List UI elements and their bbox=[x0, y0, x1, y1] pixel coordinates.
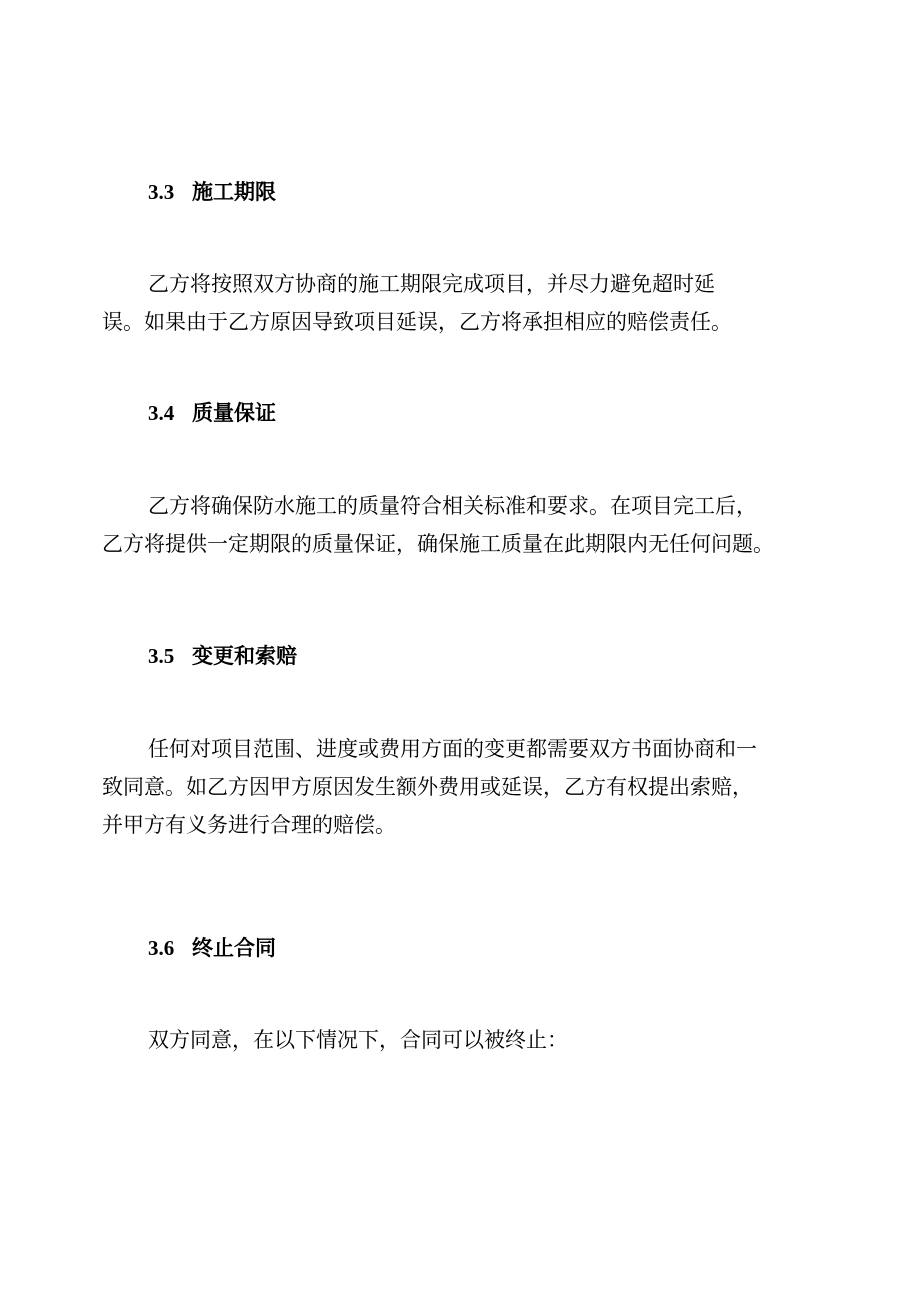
paragraph-line: 乙方将确保防水施工的质量符合相关标准和要求。在项目完工后， bbox=[148, 494, 757, 518]
paragraph-line: 致同意。如乙方因甲方原因发生额外费用或延误，乙方有权提出索赔， bbox=[102, 775, 753, 799]
section-number: 3.3 bbox=[148, 180, 175, 204]
paragraph-line: 并甲方有义务进行合理的赔偿。 bbox=[102, 813, 396, 837]
paragraph-line: 任何对项目范围、进度或费用方面的变更都需要双方书面协商和一 bbox=[148, 737, 757, 761]
section-number: 3.4 bbox=[148, 401, 175, 425]
section-number: 3.6 bbox=[148, 936, 175, 960]
section-heading-3-3 bbox=[148, 180, 276, 204]
section-paragraph-3-3 bbox=[102, 265, 822, 341]
section-heading-3-4 bbox=[148, 401, 276, 425]
paragraph-line: 乙方将提供一定期限的质量保证，确保施工质量在此期限内无任何问题。 bbox=[102, 532, 774, 556]
section-title: 变更和索赔 bbox=[192, 643, 297, 668]
paragraph-line: 乙方将按照双方协商的施工期限完成项目，并尽力避免超时延 bbox=[148, 272, 715, 296]
section-paragraph-3-4 bbox=[102, 487, 822, 563]
section-title: 质量保证 bbox=[192, 400, 276, 425]
section-paragraph-3-5 bbox=[102, 730, 822, 844]
paragraph-line: 误。如果由于乙方原因导致项目延误，乙方将承担相应的赔偿责任。 bbox=[102, 310, 732, 334]
section-title: 施工期限 bbox=[192, 179, 276, 204]
section-heading-3-5 bbox=[148, 644, 297, 668]
paragraph-line: 双方同意，在以下情况下，合同可以被终止： bbox=[148, 1028, 568, 1052]
section-heading-3-6 bbox=[148, 936, 276, 960]
section-number: 3.5 bbox=[148, 644, 175, 668]
section-paragraph-3-6 bbox=[102, 1021, 822, 1059]
section-title: 终止合同 bbox=[192, 935, 276, 960]
